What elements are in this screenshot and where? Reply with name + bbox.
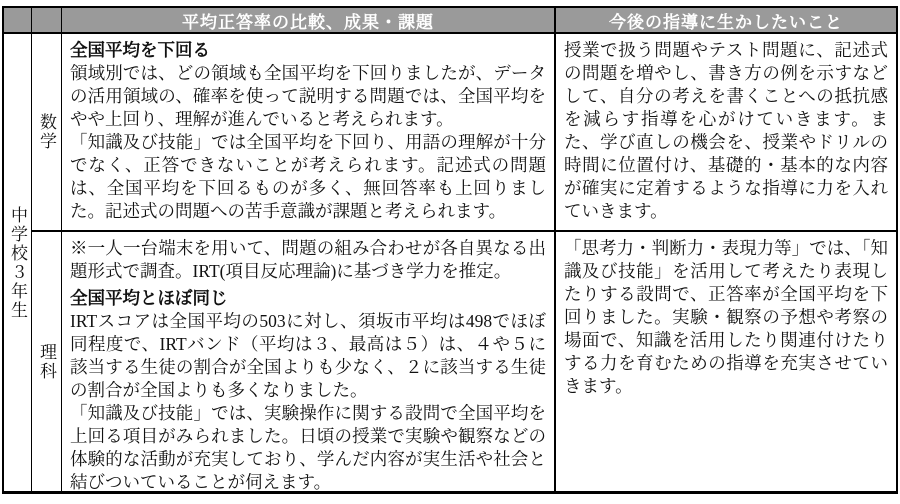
math-comparison-paragraph: 領域別では、どの領域も全国平均を下回りましたが、データの活用領域の、確率を使って説明する問題では、全国平均をやや上回り、理解が進んでいると考えられます。 [70,63,546,129]
grade-label: 中学校３年生 [8,205,27,320]
science-comparison-paragraph: 「知識及び技能」では、実験操作に関する設問で全国平均を上回る項目がみられました。日頃の授業で実験や観察などの体験的な活動が充実しており、学んだ内容が実生活や社会と結びついていることが伺えます。 [70,403,546,491]
math-comparison-heading: 全国平均を下回る [70,40,210,60]
science-subject-cell [32,232,62,491]
science-guidance-paragraph: 「思考力・判断力・表現力等」では、「知識及び技能」を活用して考えたり表現したりする設問で、正答率が全国平均を下回りました。実験・観察の予想や考察の場面で、知識を活用したり関連付けたりする力を育むための指導を充実させていきます。 [564,238,888,396]
header-guidance: 今後の指導に生かしたいこと [556,8,896,34]
math-guidance-paragraph: 授業で扱う問題やテスト問題に、記述式の問題を増やし、書き方の例を示すなどして、自分の考えを書くことへの抵抗感を減らす指導を心がけていきます。また、学び直しの機会を、授業やドリルの時間に位置付け、基礎的・基本的な内容が確実に定着するような指導に力を入れていきます。 [564,40,888,221]
science-comparison-paragraph: IRTスコアは全国平均の503に対し、須坂市平均は498でほぼ同程度で、IRTバンド（平均は３、最高は５）は、４や５に該当する生徒の割合が全国よりも少なく、２に該当する生徒の割合が全国よりも多くなりました。 [70,311,546,400]
header-comparison: 平均正答率の比較、成果・課題 [62,8,556,34]
science-survey-note: ※一人一台端末を用いて、問題の組み合わせが各自異なる出題形式で調査。IRT(項目反応理論)に基づき学力を推定。 [70,238,546,281]
report-table [2,6,898,494]
header-subject-spacer [32,8,62,34]
math-subject-cell [32,34,62,232]
science-comparison-cell [62,232,556,491]
grade-cell [4,34,32,491]
header-grade-spacer [4,8,32,34]
science-guidance-cell [556,232,896,491]
science-comparison-heading: 全国平均とほぼ同じ [70,288,228,308]
math-comparison-cell [62,34,556,232]
math-guidance-cell [556,34,896,232]
math-subject-label: 数学 [37,113,56,151]
science-subject-label: 理科 [37,342,56,381]
math-comparison-paragraph: 「知識及び技能」では全国平均を下回り、用語の理解が十分でなく、正答できないことが考えられます。記述式の問題は、全国平均を下回るものが多く、無回答率も上回りました。記述式の問題への苦手意識が課題と考えられます。 [70,132,546,221]
